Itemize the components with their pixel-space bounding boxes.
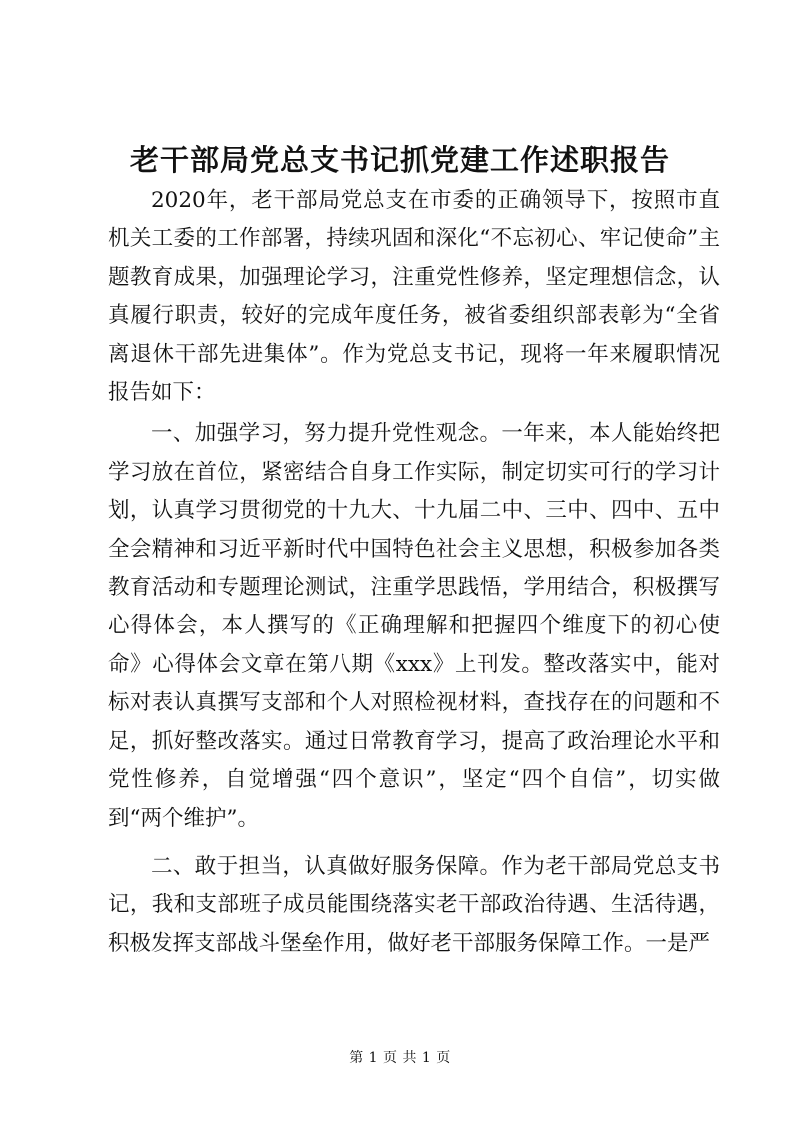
- paragraph-intro: 2020年，老干部局党总支在市委的正确领导下，按照市直机关工委的工作部署，持续巩固和深化“不忘初心、牢记使命”主题教育成果，加强理论学习，注重党性修养，坚定理想信念，认真履行职责，较好的完成年度任务，被省委组织部表彰为“全省离退休干部先进集体”。作为党总支书记，现将一年来履职情况报告如下：: [108, 188, 720, 406]
- paragraph-section-1: 一、加强学习，努力提升党性观念。一年来，本人能始终把学习放在首位，紧密结合自身工作实际，制定切实可行的学习计划，认真学习贯彻党的十九大、十九届二中、三中、四中、五中全会精神和习近平新时代中国特色社会主义思想，积极参加各类教育活动和专题理论测试，注重学思践悟，学用结合，积极撰写心得体会，本人撰写的《正确理解和把握四个维度下的初心使命》心得体会文章在第八期《xxx》上刊发。整改落实中，能对标对表认真撰写支部和个人对照检视材料，查找存在的问题和不足，抓好整改落实。通过日常教育学习，提高了政治理论水平和党性修养，自觉增强“四个意识”，坚定“四个自信”，切实做到“两个维护”。: [108, 421, 720, 831]
- document-body: [108, 182, 720, 963]
- page-footer: 第 1 页 共 1 页: [349, 1050, 451, 1066]
- document-title: 老干部局党总支书记抓党建工作述职报告: [129, 143, 670, 177]
- paragraph-section-2: 二、敢于担当，认真做好服务保障。作为老干部局党总支书记，我和支部班子成员能围绕落实老干部政治待遇、生活待遇，积极发挥支部战斗堡垒作用，做好老干部服务保障工作。一是严: [108, 853, 720, 956]
